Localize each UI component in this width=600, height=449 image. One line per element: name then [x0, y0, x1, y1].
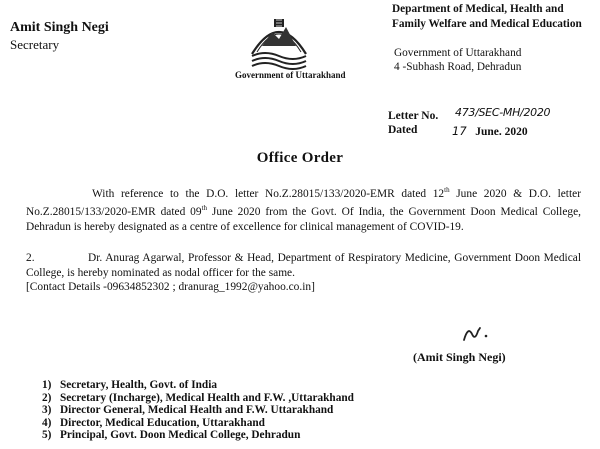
list-item-number: 2)	[42, 391, 52, 404]
para1-sup-1: th	[444, 186, 450, 194]
list-item	[42, 392, 354, 405]
para1-text-b: June 2020 & D.O. letter No.Z.28015/133/2020-EMR dated 09	[26, 187, 581, 219]
date-month-year: June. 2020	[475, 126, 528, 138]
office-address: 4 -Subhash Road, Dehradun	[394, 61, 522, 73]
document-title: Office Order	[256, 150, 344, 166]
sender-name: Amit Singh Negi	[10, 20, 109, 35]
signature-scribble-icon	[458, 322, 496, 344]
para2-text: Dr. Anurag Agarwal, Professor & Head, Department of Respiratory Medicine, Government Doon Medical College, is hereby nominated as nodal officer for the same.	[26, 252, 581, 279]
signatory-name: (Amit Singh Negi)	[413, 350, 506, 364]
dated-label: Dated	[388, 124, 418, 136]
sender-title: Secretary	[10, 37, 60, 52]
letter-date	[452, 124, 528, 138]
distribution-list	[42, 379, 354, 442]
list-item	[42, 404, 354, 417]
list-item-text: Secretary (Incharge), Medical Health and F.W. ,Uttarakhand	[60, 391, 354, 404]
list-item-number: 5)	[42, 429, 52, 442]
uttarakhand-emblem-icon	[248, 12, 310, 70]
list-item	[42, 379, 354, 392]
para1-sup-2: th	[201, 204, 208, 213]
list-item-text: Director, Medical Education, Uttarakhand	[60, 416, 265, 429]
para1-text-a: With reference to the D.O. letter No.Z.28015/133/2020-EMR dated 12	[92, 187, 445, 200]
letter-number-label: Letter No.	[388, 110, 439, 122]
list-item-number: 4)	[42, 416, 52, 429]
list-item-number: 3)	[42, 404, 52, 417]
list-item-text: Principal, Govt. Doon Medical College, Dehradun	[60, 429, 301, 442]
date-day: 17	[452, 124, 467, 138]
para2-number: 2.	[26, 252, 35, 264]
list-item	[42, 429, 354, 442]
list-item-text: Director General, Medical Health and F.W. Uttarakhand	[60, 404, 334, 417]
letter-number-handwritten: 473/SEC-MH/2020	[455, 106, 551, 119]
list-item-text: Secretary, Health, Govt. of India	[60, 379, 217, 391]
contact-details: [Contact Details -09634852302 ; dranurag_1992@yahoo.co.in]	[26, 281, 315, 294]
list-item	[42, 417, 354, 430]
government-line: Government of Uttarakhand	[394, 47, 522, 59]
para1-text-c: June 2020 from the Govt. Of India, the Government Doon Medical College, Dehradun is hereby designated as a centre of excellence for clinical management of COVID-19.	[26, 206, 581, 233]
paragraph-1	[26, 183, 581, 234]
department-name: Department of Medical, Health and Family Welfare and Medical Education	[392, 3, 582, 30]
list-item-number: 1)	[42, 379, 52, 391]
emblem-caption: Government of Uttarakhand	[235, 70, 346, 80]
paragraph-2	[26, 251, 581, 295]
